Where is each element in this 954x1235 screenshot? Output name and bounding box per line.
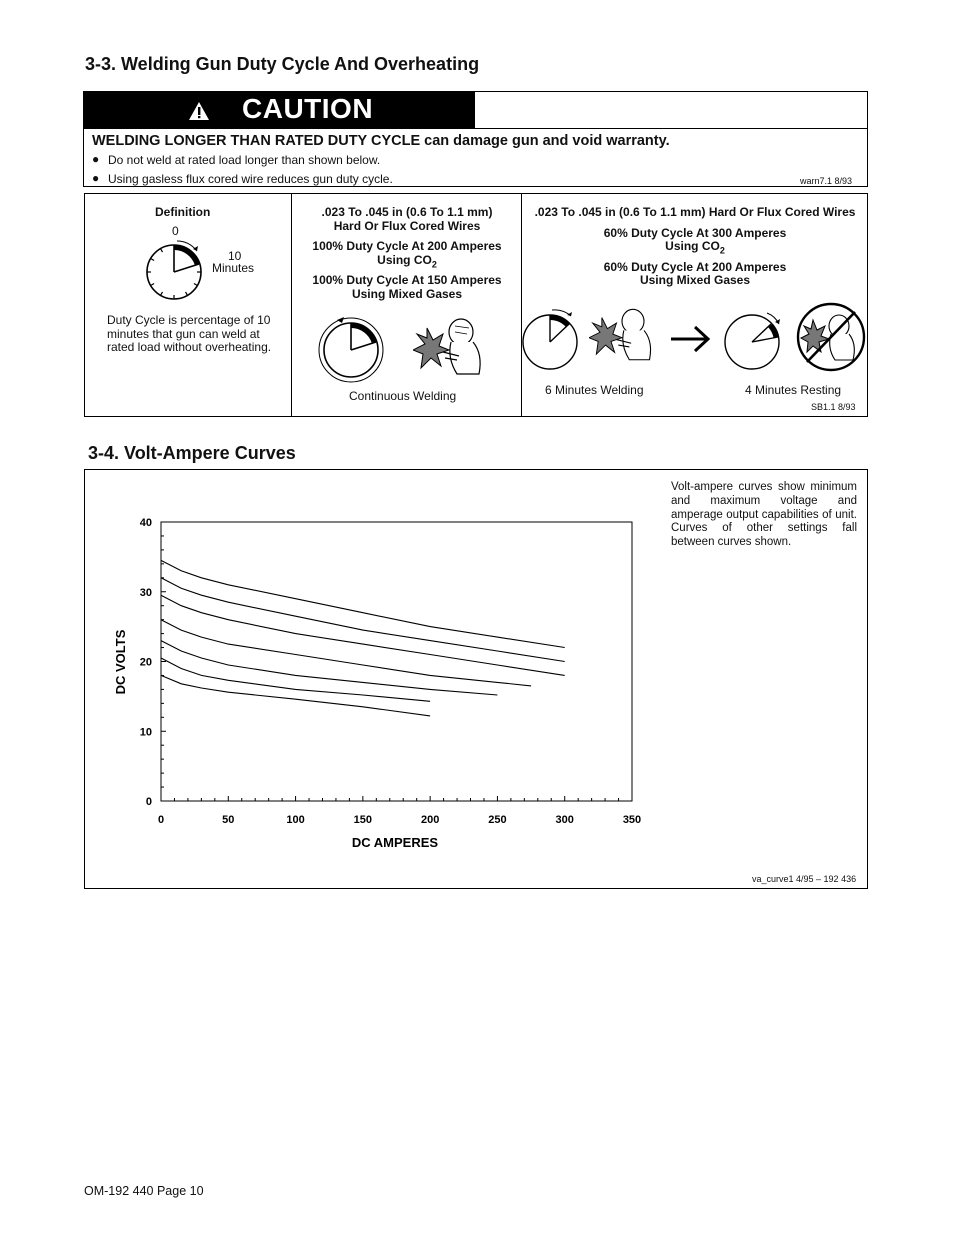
caution-box [83, 91, 868, 187]
no-welding-icon [795, 302, 867, 372]
x-tick-label: 250 [488, 814, 507, 826]
welder-icon [589, 304, 655, 366]
col3-caption-left: 6 Minutes Welding [545, 383, 644, 397]
y-tick-label: 30 [139, 586, 152, 599]
caution-headline: WELDING LONGER THAN RATED DUTY CYCLE can damage gun and void warranty. [92, 133, 670, 149]
definition-clock-icon [143, 237, 205, 303]
x-tick-label: 350 [622, 814, 642, 826]
x-tick-label: 300 [555, 814, 574, 826]
duty-ref: SB1.1 8/93 [811, 402, 856, 412]
arrow-right-icon [669, 324, 713, 354]
y-tick-label: 0 [145, 796, 152, 808]
caution-bullet-1: Do not weld at rated load longer than shown below. [108, 153, 381, 167]
col3-line1b: Using $CO_2$ [665, 239, 725, 256]
caution-divider [84, 128, 867, 129]
caution-label: CAUTION [242, 93, 374, 124]
bullet-icon: ● [92, 152, 100, 166]
section-3-4-title: 3-4. Volt-Ampere Curves [88, 443, 296, 463]
page-footer: OM-192 440 Page 10 [84, 1184, 204, 1198]
col2-caption: Continuous Welding [349, 389, 457, 403]
duty-cycle-panel [84, 193, 868, 417]
x-tick-label: 0 [157, 814, 165, 826]
caution-bullet-2: Using gasless flux cored wire reduces gun duty cycle. [108, 172, 393, 186]
y-tick-label: 40 [139, 517, 152, 529]
col2-title-2: Hard Or Flux Cored Wires [333, 219, 481, 233]
col3-line2b: Using Mixed Gases [639, 273, 751, 287]
section-3-3-title: 3-3. Welding Gun Duty Cycle And Overheating [85, 54, 480, 74]
caution-banner [84, 92, 475, 128]
col3-title: .023 To .045 in (0.6 To 1.1 mm) Hard Or Flux Cored Wires [534, 205, 856, 219]
col3-caption-right: 4 Minutes Resting [745, 383, 842, 397]
welder-icon [413, 314, 485, 380]
definition-title: Definition [155, 205, 211, 219]
continuous-clock-icon [317, 314, 389, 384]
clock-minutes-label: Minutes [212, 261, 255, 275]
x-tick-label: 150 [353, 814, 373, 826]
four-minute-clock-icon [721, 306, 785, 372]
clock-ten-label: 10 [228, 249, 242, 263]
six-minute-clock-icon [519, 306, 583, 372]
volt-ampere-chart [85, 470, 867, 888]
col2-line2a: 100% Duty Cycle At 150 Amperes [312, 273, 502, 287]
va-description: Volt-ampere curves show minimum and maximum voltage and amperage output capabilities of unit. Curves of other settings fall between curves shown. [671, 481, 857, 549]
definition-text-2: minutes that gun can weld at [107, 327, 260, 341]
col3-line2a: 60% Duty Cycle At 200 Amperes [603, 260, 787, 274]
caution-ref: warn7.1 8/93 [800, 176, 853, 186]
col2-line1b: Using $CO_2$ [377, 253, 437, 270]
x-tick-label: 100 [286, 814, 305, 826]
x-tick-label: 50 [222, 814, 235, 826]
bullet-icon: ● [92, 171, 100, 185]
col2-line1a: 100% Duty Cycle At 200 Amperes [312, 239, 502, 253]
col2-line2b: Using Mixed Gases [351, 287, 463, 301]
va-ref: va_curve1 4/95 – 192 436 [752, 874, 857, 884]
x-tick-label: 200 [420, 814, 440, 826]
y-tick-label: 10 [139, 726, 152, 739]
col2-title-1: .023 To .045 in (0.6 To 1.1 mm) [321, 205, 493, 219]
y-axis-title: DC VOLTS [113, 629, 128, 695]
definition-text-1: Duty Cycle is percentage of 10 [107, 313, 271, 327]
col3-line1a: 60% Duty Cycle At 300 Amperes [603, 226, 787, 240]
y-tick-label: 20 [139, 656, 152, 669]
warning-triangle-icon [188, 101, 210, 121]
definition-text-3: rated load without overheating. [107, 340, 272, 354]
clock-zero-label: 0 [172, 224, 179, 238]
x-axis-title: DC AMPERES [351, 835, 439, 850]
volt-ampere-panel [84, 469, 868, 889]
